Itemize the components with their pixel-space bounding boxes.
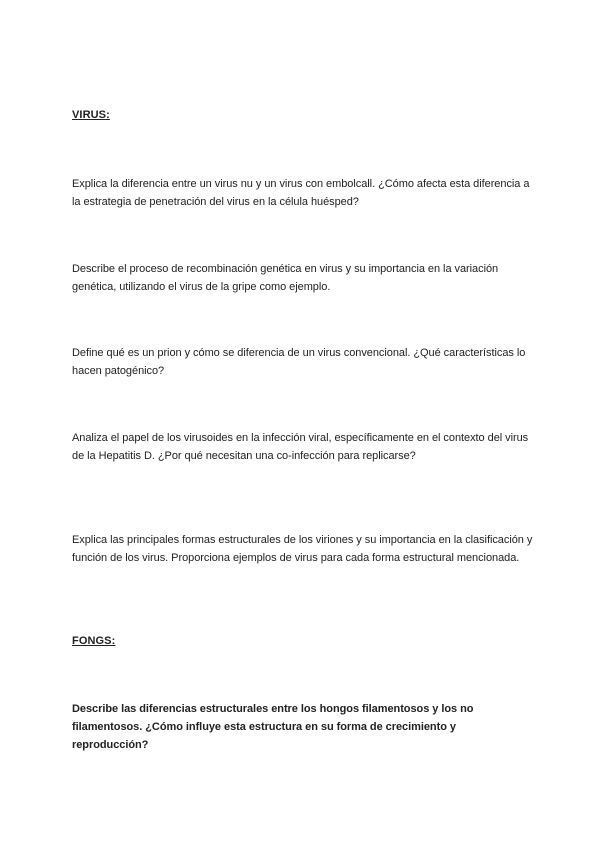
section-heading-fongs: FONGS: [72,635,116,647]
section-heading-virus: VIRUS: [72,109,110,121]
question-virus-2: Describe el proceso de recombinación genética en virus y su importancia en la variación genética, utilizando el virus de la gripe como ejemplo. [72,263,499,293]
question-virus-3: Define qué es un prion y cómo se diferencia de un virus convencional. ¿Qué características lo hacen patogénico? [72,347,526,377]
question-virus-1: Explica la diferencia entre un virus nu y un virus con embolcall. ¿Cómo afecta esta diferencia a la estrategia de penetración del virus en la célula huésped? [72,178,530,208]
question-fongs-1: Describe las diferencias estructurales entre los hongos filamentosos y los no filamentosos. ¿Cómo influye esta estructura en su forma de crecimiento y reproducción? [72,703,474,751]
question-virus-5: Explica las principales formas estructurales de los viriones y su importancia en la clasificación y función de los virus. Proporciona ejemplos de virus para cada forma estructural mencionada. [72,534,533,564]
question-virus-4: Analiza el papel de los virusoides en la infección viral, específicamente en el contexto del virus de la Hepatitis D. ¿Por qué necesitan una co-infección para replicarse? [72,432,529,462]
